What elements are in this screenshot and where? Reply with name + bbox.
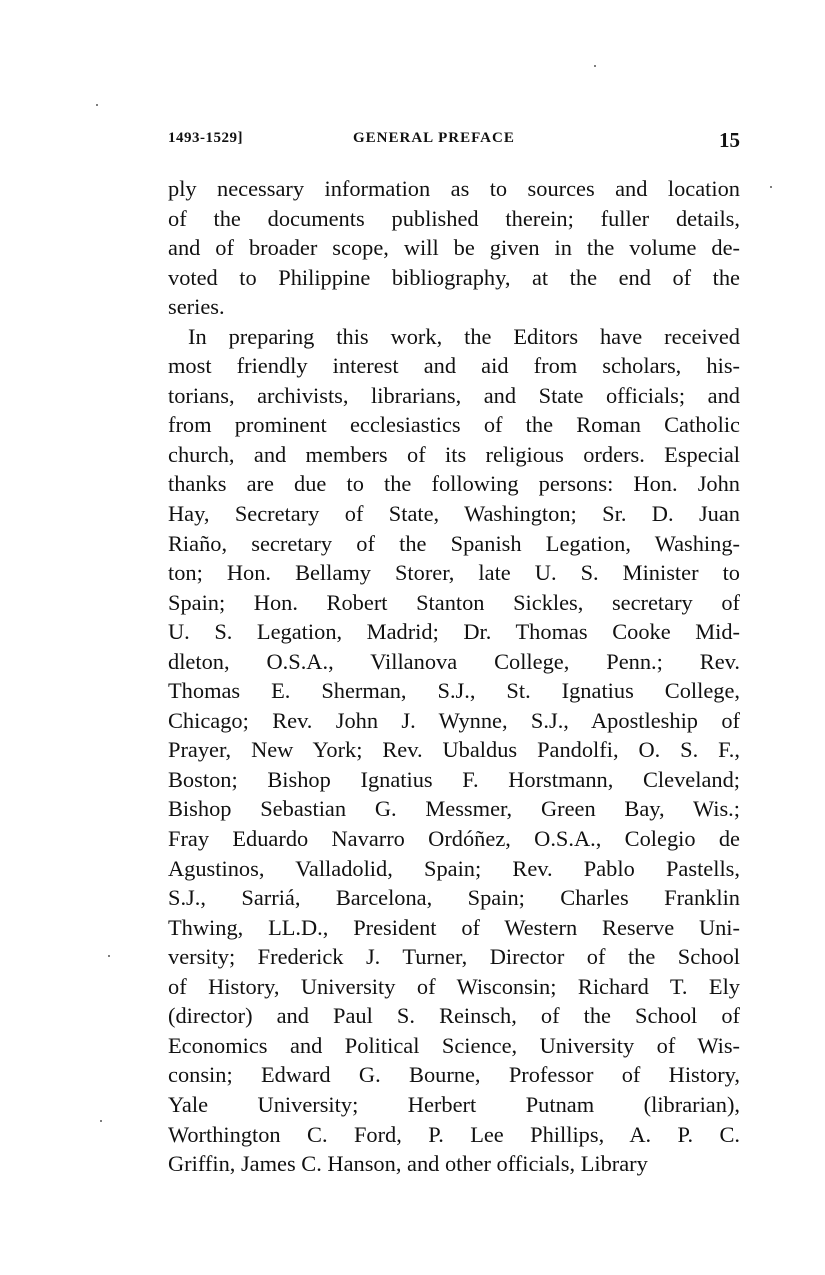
- page-number: 15: [719, 128, 740, 152]
- text-line: Thomas E. Sherman, S.J., St. Ignatius College,: [168, 678, 740, 704]
- scan-speck: [100, 1120, 102, 1122]
- text-line: consin; Edward G. Bourne, Professor of History,: [168, 1062, 740, 1088]
- text-line: Worthington C. Ford, P. Lee Phillips, A. P. C.: [168, 1121, 740, 1147]
- text-line: Prayer, New York; Rev. Ubaldus Pandolfi, O. S. F.,: [168, 737, 740, 763]
- text-line: church, and members of its religious orders. Especial: [168, 441, 740, 467]
- text-line: thanks are due to the following persons: Hon. John: [168, 471, 740, 497]
- text-line: and of broader scope, will be given in the volume de-: [168, 235, 740, 261]
- text-line: series.: [168, 294, 225, 320]
- scan-speck: [108, 955, 110, 957]
- text-line: Thwing, LL.D., President of Western Reserve Uni-: [168, 914, 740, 940]
- text-line: torians, archivists, librarians, and State officials; and: [168, 382, 740, 408]
- text-line: of History, University of Wisconsin; Richard T. Ely: [168, 973, 740, 999]
- text-line: Riaño, secretary of the Spanish Legation, Washing-: [168, 530, 740, 556]
- text-line: In preparing this work, the Editors have received: [188, 323, 740, 349]
- text-line: from prominent ecclesiastics of the Roman Catholic: [168, 412, 740, 438]
- text-line: U. S. Legation, Madrid; Dr. Thomas Cooke Mid-: [168, 619, 740, 645]
- text-line: S.J., Sarriá, Barcelona, Spain; Charles Franklin: [168, 885, 740, 911]
- text-line: ply necessary information as to sources and location: [168, 176, 740, 201]
- body-text: [168, 174, 740, 1179]
- text-line: Agustinos, Valladolid, Spain; Rev. Pablo Pastells,: [168, 855, 740, 881]
- text-line: Yale University; Herbert Putnam (librarian),: [168, 1091, 740, 1117]
- text-line: Spain; Hon. Robert Stanton Sickles, secretary of: [168, 589, 740, 615]
- text-line: Hay, Secretary of State, Washington; Sr. D. Juan: [168, 501, 740, 527]
- text-line: Fray Eduardo Navarro Ordóñez, O.S.A., Colegio de: [168, 826, 740, 852]
- scan-speck: [96, 104, 98, 106]
- running-head-date-range: 1493-1529]: [168, 130, 243, 146]
- text-line: voted to Philippine bibliography, at the end of the: [168, 264, 740, 290]
- text-line: Bishop Sebastian G. Messmer, Green Bay, Wis.;: [168, 796, 740, 822]
- text-line: Griffin, James C. Hanson, and other officials, Library: [168, 1151, 648, 1177]
- text-line: Economics and Political Science, University of Wis-: [168, 1032, 740, 1058]
- running-head-title: GENERAL PREFACE: [353, 130, 515, 146]
- scan-speck: [594, 65, 596, 67]
- text-line: Chicago; Rev. John J. Wynne, S.J., Apostleship of: [168, 707, 740, 733]
- text-line: versity; Frederick J. Turner, Director of the School: [168, 944, 740, 970]
- text-line: dleton, O.S.A., Villanova College, Penn.; Rev.: [168, 648, 740, 674]
- text-line: of the documents published therein; fuller details,: [168, 205, 740, 231]
- text-line: (director) and Paul S. Reinsch, of the School of: [168, 1003, 740, 1029]
- text-line: most friendly interest and aid from scholars, his-: [168, 353, 740, 379]
- text-line: Boston; Bishop Ignatius F. Horstmann, Cleveland;: [168, 766, 740, 792]
- text-line: ton; Hon. Bellamy Storer, late U. S. Minister to: [168, 560, 740, 586]
- scan-speck: [770, 186, 772, 188]
- running-head: [168, 128, 740, 154]
